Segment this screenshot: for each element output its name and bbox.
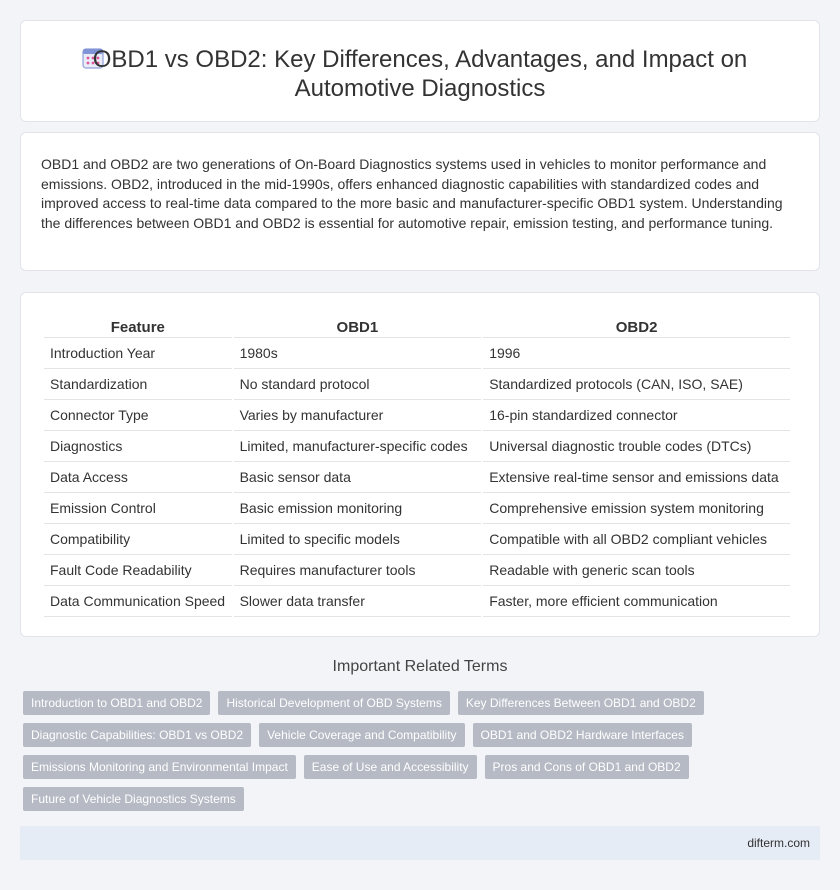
obd1-cell: Basic sensor data: [234, 462, 482, 493]
related-term-tag[interactable]: Vehicle Coverage and Compatibility: [259, 723, 464, 747]
header-obd2: OBD2: [483, 314, 790, 338]
feature-cell: Emission Control: [44, 493, 232, 524]
feature-cell: Fault Code Readability: [44, 555, 232, 586]
comparison-table: [42, 314, 792, 617]
related-term-tag[interactable]: Pros and Cons of OBD1 and OBD2: [485, 755, 689, 779]
feature-cell: Diagnostics: [44, 431, 232, 462]
related-term-tag[interactable]: Introduction to OBD1 and OBD2: [23, 691, 210, 715]
table-row: [44, 524, 790, 555]
obd1-cell: Slower data transfer: [234, 586, 482, 617]
table-row: [44, 369, 790, 400]
obd1-cell: Basic emission monitoring: [234, 493, 482, 524]
feature-cell: Connector Type: [44, 400, 232, 431]
related-term-tag[interactable]: Diagnostic Capabilities: OBD1 vs OBD2: [23, 723, 251, 747]
related-term-tag[interactable]: Key Differences Between OBD1 and OBD2: [458, 691, 704, 715]
footer: [20, 826, 820, 860]
obd2-cell: Readable with generic scan tools: [483, 555, 790, 586]
related-term-tag[interactable]: Historical Development of OBD Systems: [218, 691, 449, 715]
related-terms-title: Important Related Terms: [332, 658, 508, 675]
obd1-cell: 1980s: [234, 338, 482, 369]
page-title: [21, 45, 819, 103]
obd2-cell: Compatible with all OBD2 compliant vehicles: [483, 524, 790, 555]
tag-row: [23, 723, 723, 755]
table-row: [44, 431, 790, 462]
page-title-line-2: Automotive Diagnostics: [294, 75, 546, 102]
obd2-cell: Faster, more efficient communication: [483, 586, 790, 617]
table-row: [44, 555, 790, 586]
obd1-cell: Limited, manufacturer-specific codes: [234, 431, 482, 462]
obd1-cell: Varies by manufacturer: [234, 400, 482, 431]
table-row: [44, 586, 790, 617]
feature-cell: Data Access: [44, 462, 232, 493]
header-feature: Feature: [44, 314, 232, 338]
table-row: [44, 462, 790, 493]
table-row: [44, 493, 790, 524]
related-term-tag[interactable]: Ease of Use and Accessibility: [304, 755, 477, 779]
feature-cell: Standardization: [44, 369, 232, 400]
obd2-cell: Standardized protocols (CAN, ISO, SAE): [483, 369, 790, 400]
tag-row: [23, 691, 723, 723]
footer-site-name: difterm.com: [747, 836, 810, 850]
related-term-tag[interactable]: Emissions Monitoring and Environmental Impact: [23, 755, 296, 779]
obd2-cell: Extensive real-time sensor and emissions data: [483, 462, 790, 493]
comparison-table-card: [20, 292, 820, 637]
obd2-cell: 1996: [483, 338, 790, 369]
table-header-row: [44, 314, 790, 338]
related-term-tag[interactable]: Future of Vehicle Diagnostics Systems: [23, 787, 244, 811]
obd1-cell: Requires manufacturer tools: [234, 555, 482, 586]
tag-row: [23, 787, 723, 819]
feature-cell: Introduction Year: [44, 338, 232, 369]
obd2-cell: 16-pin standardized connector: [483, 400, 790, 431]
header-obd1: OBD1: [234, 314, 482, 338]
obd2-cell: Comprehensive emission system monitoring: [483, 493, 790, 524]
related-terms-list: [23, 691, 723, 819]
feature-cell: Data Communication Speed: [44, 586, 232, 617]
intro-card: [20, 132, 820, 271]
tag-row: [23, 755, 723, 787]
page-title-line-1: OBD1 vs OBD2: Key Differences, Advantages, and Impact on: [92, 46, 748, 73]
table-row: [44, 400, 790, 431]
obd1-cell: Limited to specific models: [234, 524, 482, 555]
intro-paragraph: OBD1 and OBD2 are two generations of On-Board Diagnostics systems used in vehicles to monitor performance and emissions. OBD2, introduced in the mid-1990s, offers enhanced diagnostic capabilities with standardized codes and improved access to real-time data compared to the more basic and manufacturer-specific OBD1 system. Understanding the differences between OBD1 and OBD2 is essential for automotive repair, emission testing, and performance tuning.: [41, 156, 783, 231]
table-row: [44, 338, 790, 369]
header-card: [20, 20, 820, 122]
obd1-cell: No standard protocol: [234, 369, 482, 400]
related-term-tag[interactable]: OBD1 and OBD2 Hardware Interfaces: [473, 723, 692, 747]
obd2-cell: Universal diagnostic trouble codes (DTCs): [483, 431, 790, 462]
feature-cell: Compatibility: [44, 524, 232, 555]
